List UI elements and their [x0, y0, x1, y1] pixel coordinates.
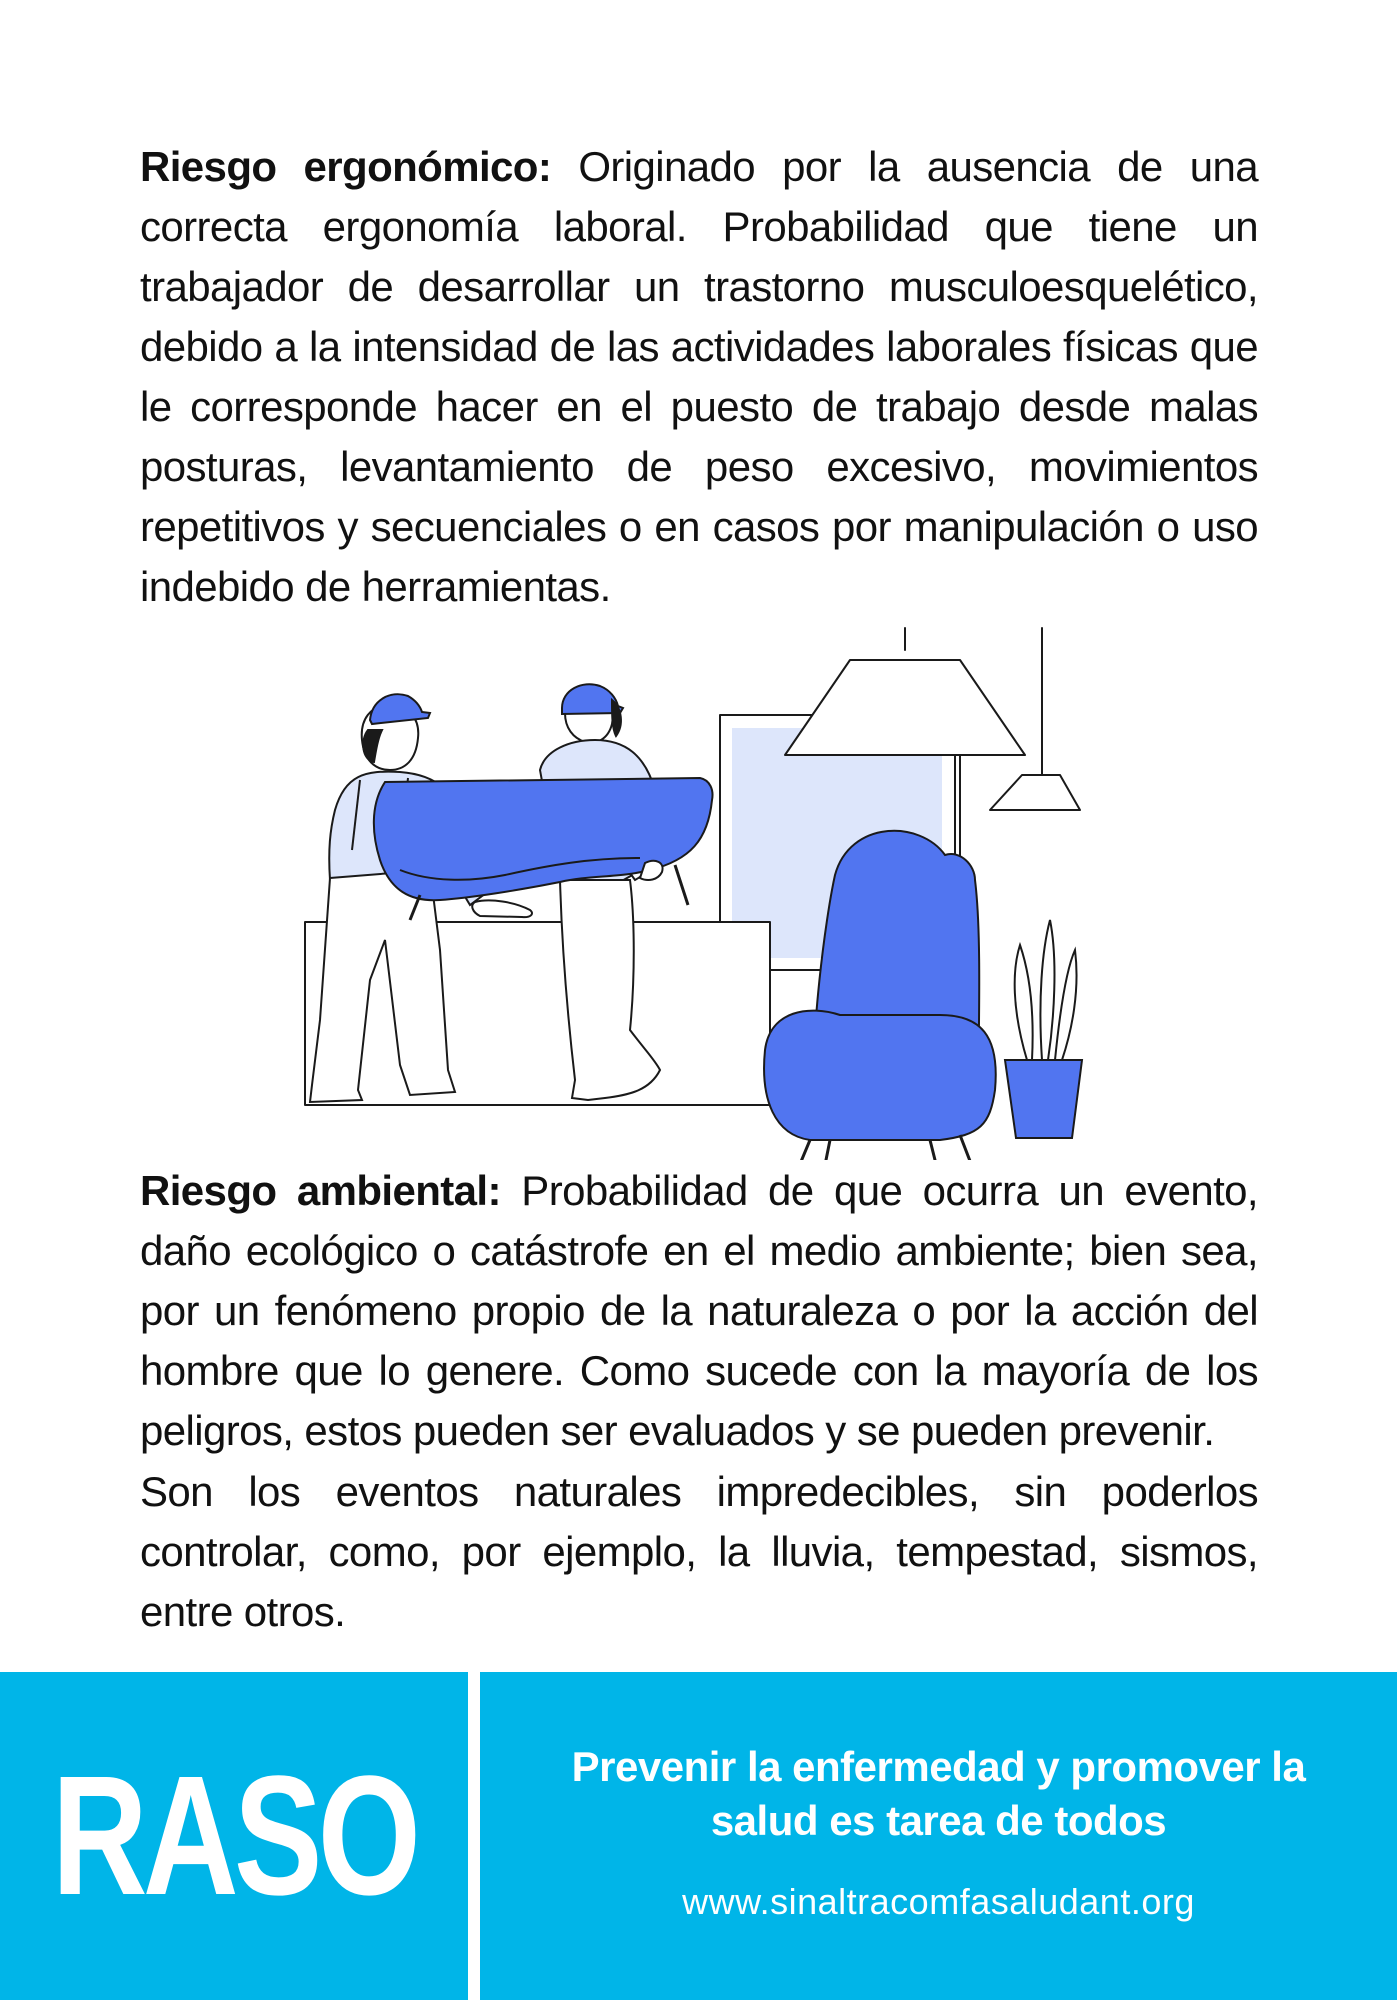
- potted-plant: [1005, 920, 1082, 1138]
- footer-slogan: [480, 1740, 1397, 1848]
- natural-events-paragraph: Son los eventos naturales impredecibles, sin poderlos controlar, como, por ejemplo, la lluvia, tempestad, sismos, entre otros.: [140, 1468, 1258, 1635]
- ergonomic-risk-term: Riesgo ergonómico:: [140, 143, 552, 190]
- pendant-lamp-shade: [990, 775, 1080, 810]
- ergonomic-risk-text: Originado por la ausencia de una correcta ergonomía laboral. Probabilidad que tiene un trabajador de desarrollar un trastorno musculoesquelético, debido a la intensidad de las actividades laborales físicas que le corresponde hacer en el puesto de trabajo desde malas posturas, levantamiento de peso excesivo, movimientos repetitivos y secuenciales o en casos por manipulación o uso indebido de herramientas.: [140, 143, 1259, 610]
- workers-carrying-sofa-illustration: [290, 620, 1100, 1160]
- environmental-risk-text: Probabilidad de que ocurra un evento, daño ecológico o catástrofe en el medio ambiente; bien sea, por un fenómeno propio de la naturaleza o por la acción del hombre que lo genere. Como sucede con la mayoría de los peligros, estos pueden ser evaluados y se pueden prevenir.: [140, 1167, 1258, 1454]
- brand-logo-text: RASO: [51, 1741, 417, 1931]
- website-link[interactable]: www.sinaltracomfasaludant.org: [682, 1881, 1195, 1922]
- slogan-line-1: Prevenir la enfermedad y promover la: [571, 1743, 1306, 1790]
- floor-lamp-shade: [785, 660, 1025, 755]
- environmental-risk-paragraph: [140, 1161, 1258, 1461]
- slogan-line-2: salud es tarea de todos: [710, 1797, 1167, 1844]
- environmental-risk-term: Riesgo ambiental:: [140, 1167, 501, 1214]
- sofa: [374, 778, 713, 920]
- ergonomic-risk-paragraph: [140, 137, 1258, 617]
